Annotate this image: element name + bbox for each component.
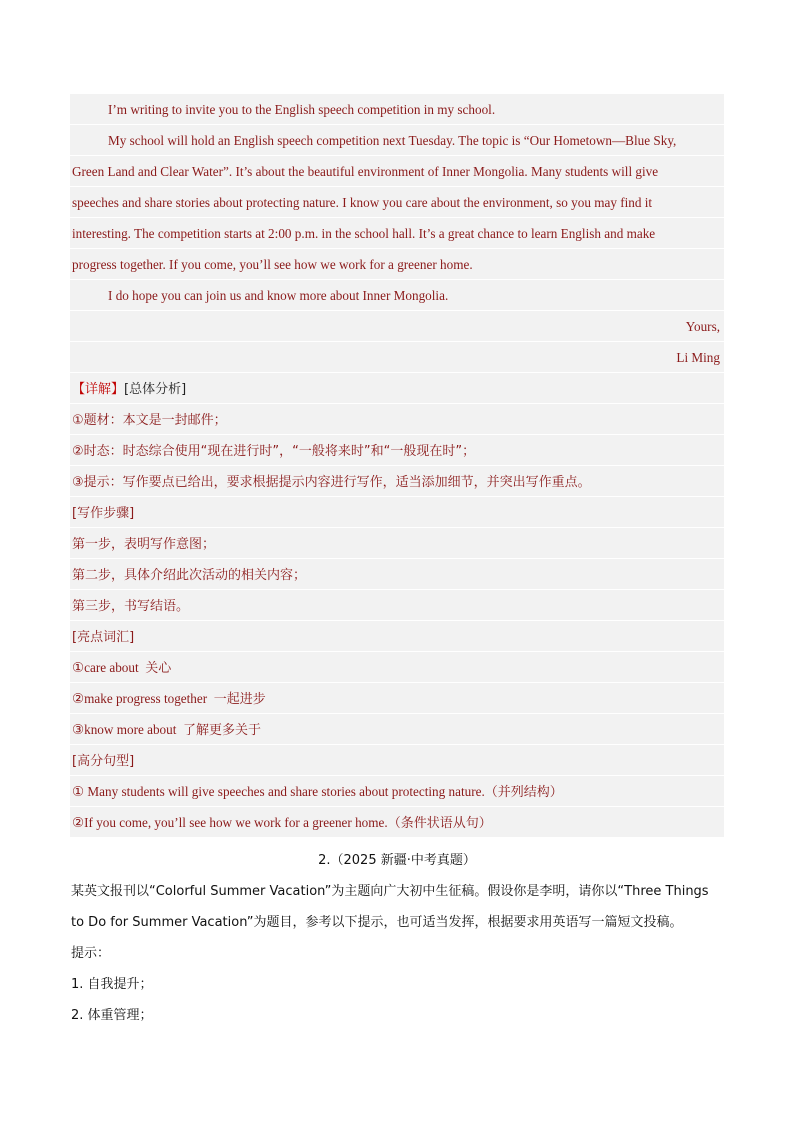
letter-closing: Yours, [70,311,724,342]
hint-1: 1. 自我提升； [71,977,153,992]
letter-paragraph-3: I do hope you can join us and know more about Inner Mongolia. [70,280,724,311]
high-score-sentences-title: [高分句型] [72,754,135,769]
letter-paragraph-2-line-3: speeches and share stories about protecting nature. I know you care about the environment, so you may find it [70,187,724,218]
question-line-2: to Do for Summer Vacation”为题目，参考以下提示，也可适当发挥，根据要求用英语写一篇短文投稿。 [71,915,683,930]
highlight-word-1: ①care about 关心 [70,652,724,683]
overall-analysis-label: [总体分析] [124,382,187,397]
hint-label: 提示： [71,946,111,961]
highlight-word-2: ②make progress together 一起进步 [70,683,724,714]
writing-step-3: 第三步，书写结语。 [72,599,190,614]
letter-signature: Li Ming [70,342,724,373]
writing-steps-title: [写作步骤] [72,506,135,521]
writing-step-1: 第一步，表明写作意图； [72,537,216,552]
analysis-item-3: ③提示：写作要点已给出，要求根据提示内容进行写作，适当添加细节，并突出写作重点。 [72,475,591,490]
question-line-1: 某英文报刊以“Colorful Summer Vacation”为主题向广大初中生征稿。假设你是李明，请你以“Three Things [71,884,709,899]
letter-paragraph-2-line-2: Green Land and Clear Water”. It’s about the beautiful environment of Inner Mongolia. Many students will give [70,156,724,187]
highlight-word-3: ③know more about 了解更多关于 [70,714,724,745]
analysis-heading [70,373,724,404]
answer-block [70,94,724,838]
sentence-pattern-2: ②If you come, you’ll see how we work for a greener home.（条件状语从句） [70,807,724,838]
writing-step-2: 第二步，具体介绍此次活动的相关内容； [72,568,307,583]
detail-tag: 【详解】 [72,382,125,397]
analysis-item-1: ①题材：本文是一封邮件； [72,413,227,428]
highlight-words-title: [亮点词汇] [72,630,135,645]
analysis-item-2: ②时态：时态综合使用“现在进行时”，“一般将来时”和“一般现在时”； [72,444,476,459]
hint-2: 2. 体重管理； [71,1008,153,1023]
letter-paragraph-2-line-1: My school will hold an English speech competition next Tuesday. The topic is “Our Hometown—Blue Sky, [70,125,724,156]
letter-paragraph-2-line-5: progress together. If you come, you’ll see how we work for a greener home. [70,249,724,280]
sentence-pattern-1: ① Many students will give speeches and share stories about protecting nature.（并列结构） [70,776,724,807]
letter-paragraph-2-line-4: interesting. The competition starts at 2:00 p.m. in the school hall. It’s a great chance to learn English and make [70,218,724,249]
question-number: 2.（2025 新疆·中考真题） [318,853,476,868]
letter-paragraph-1: I’m writing to invite you to the English speech competition in my school. [70,94,724,125]
